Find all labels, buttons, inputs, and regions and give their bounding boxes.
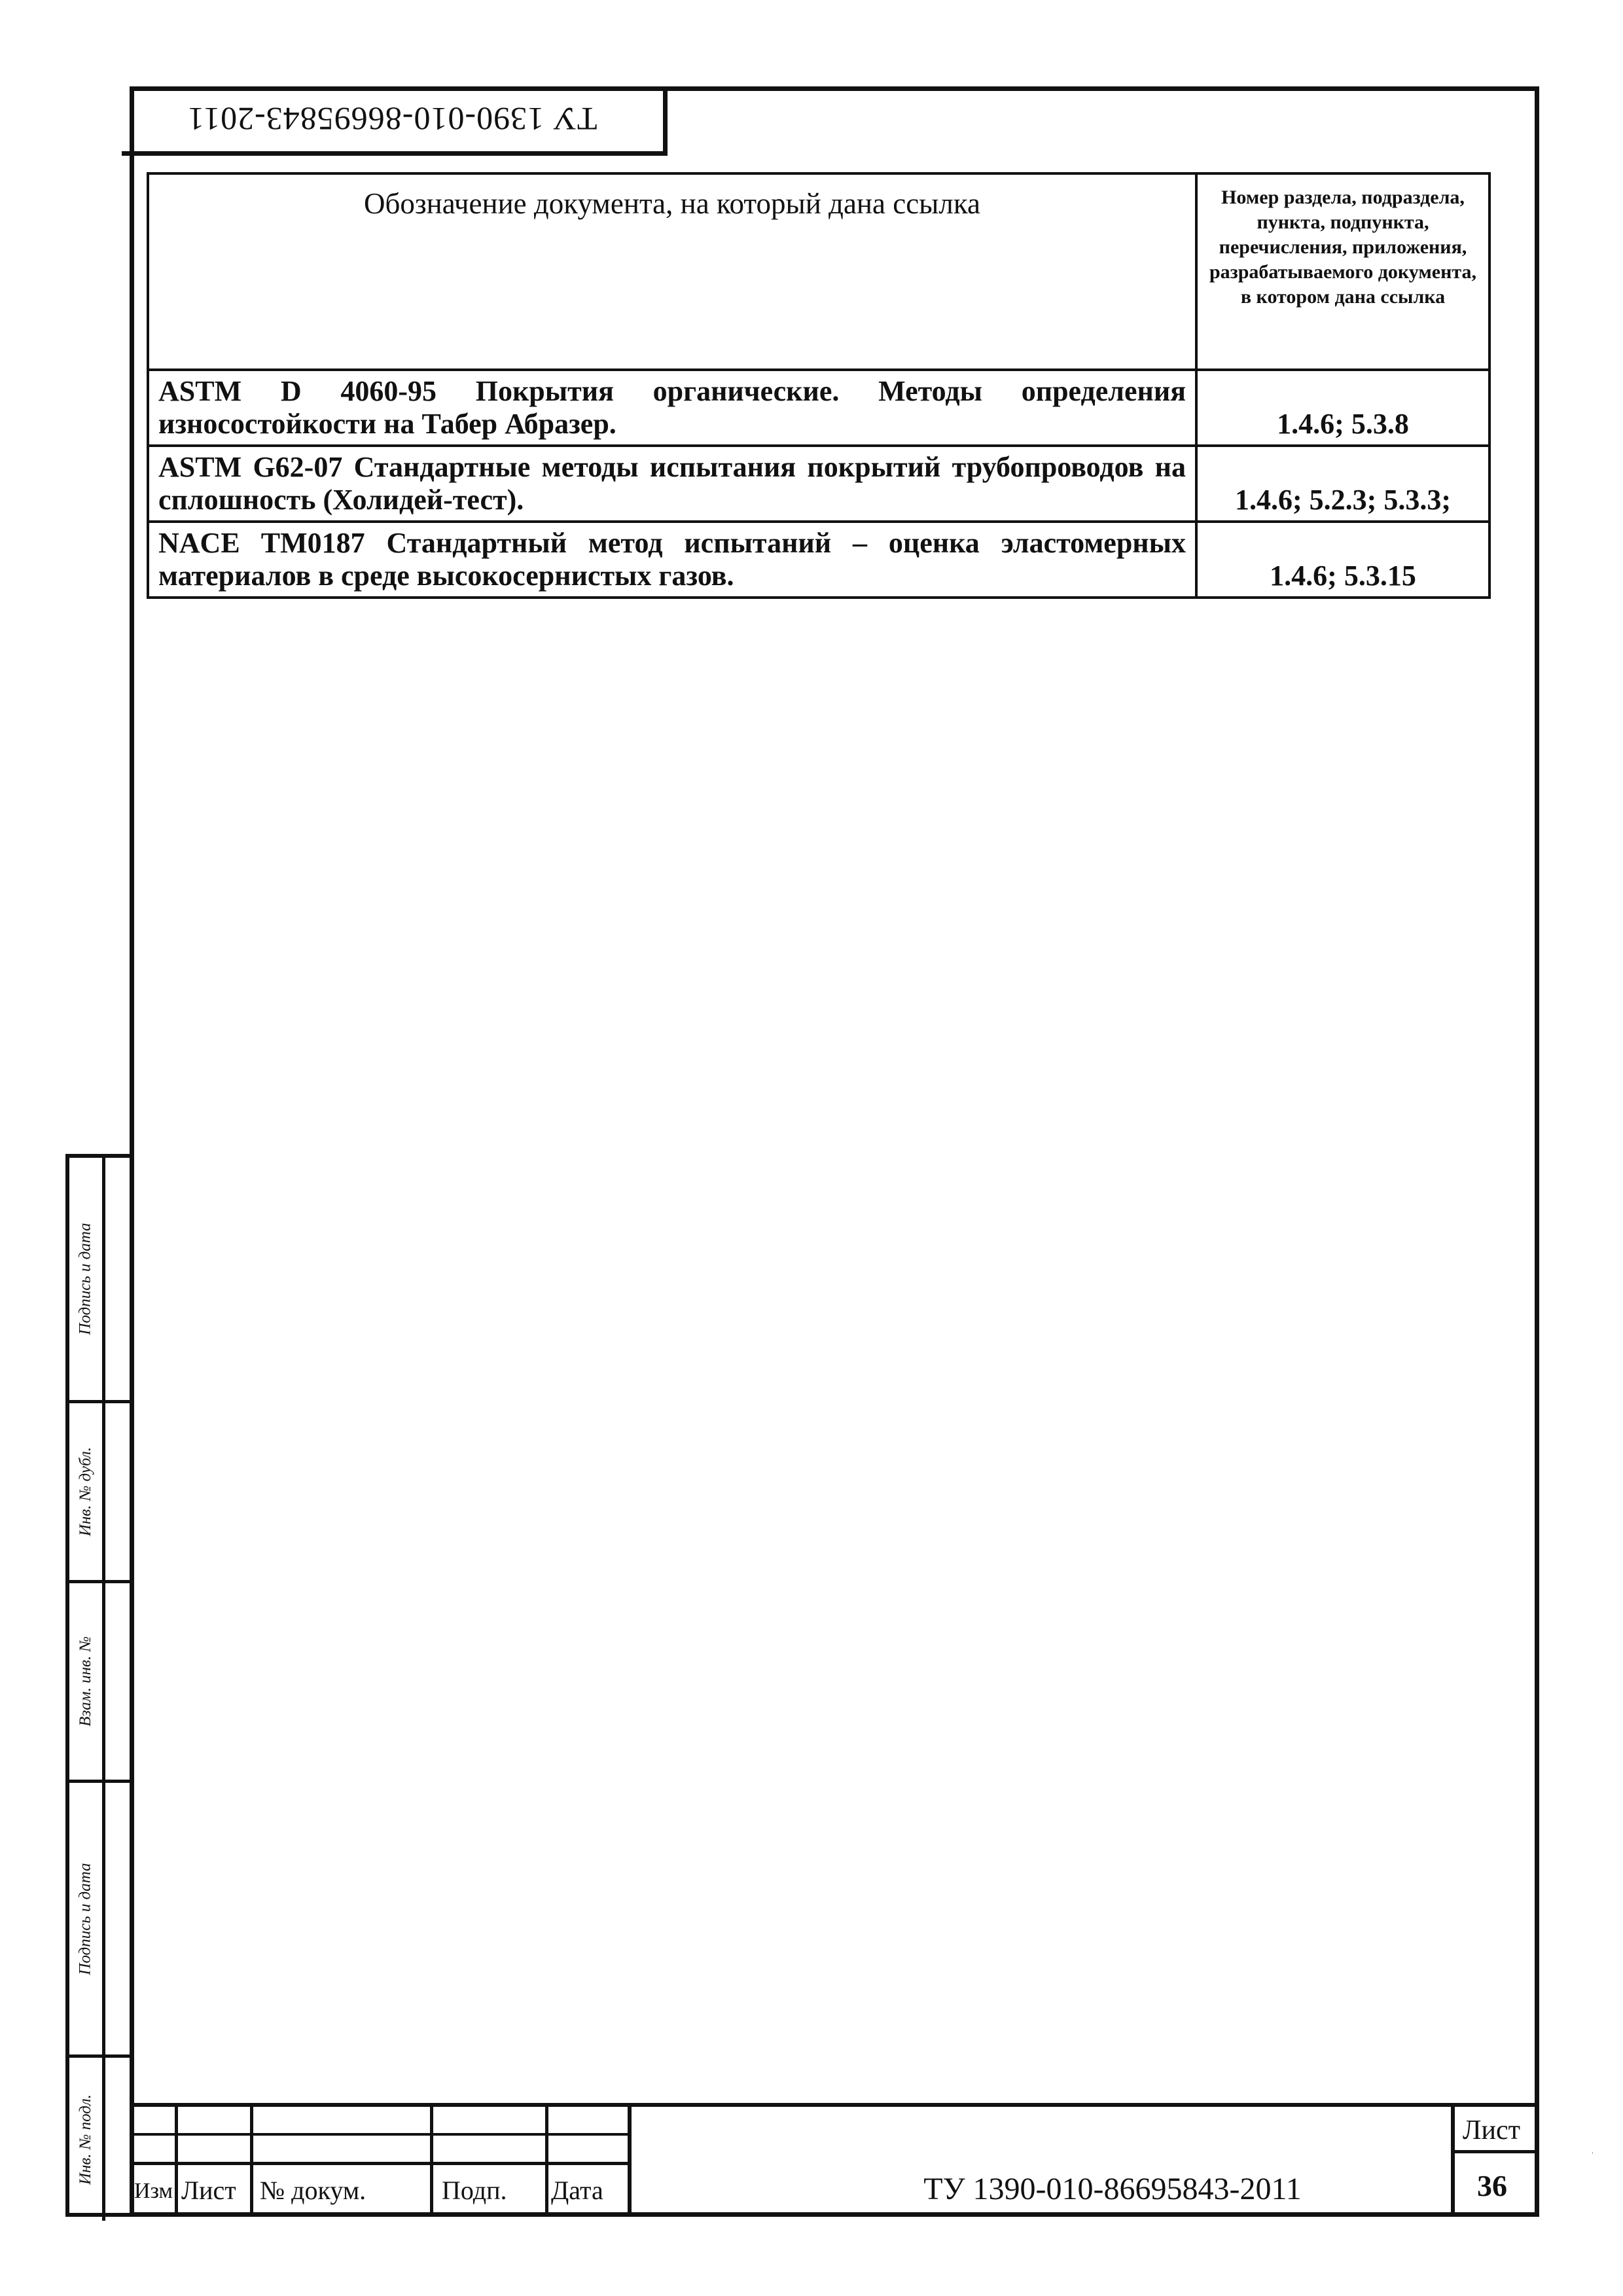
side-label: Взам. инв. № (77, 1636, 94, 1727)
header-section-number: Номер раздела, подраздела, пункта, подпункта, перечисления, приложения, разрабатываемого документа, в котором дана ссылка (1196, 173, 1489, 370)
header-document: Обозначение документа, на который дана ссылка (148, 173, 1196, 370)
title-block (134, 2103, 1539, 2217)
document-designation: ТУ 1390-010-86695843-2011 (923, 2172, 1302, 2206)
reference-sections: 1.4.6; 5.2.3; 5.3.3; (1196, 446, 1489, 522)
side-label: Подпись и дата (77, 1223, 95, 1335)
col-signature: Подп. (442, 2176, 507, 2205)
rotated-document-stamp (122, 86, 668, 156)
stamp-code: ТУ 1390-010-86695843-2011 (187, 100, 597, 137)
col-izm: Изм (134, 2179, 173, 2203)
reference-sections: 1.4.6; 5.3.15 (1196, 522, 1489, 598)
reference-sections: 1.4.6; 5.3.8 (1196, 370, 1489, 446)
sheet-label: Лист (1463, 2115, 1520, 2145)
table-row (148, 370, 1489, 446)
side-cell (69, 1583, 134, 1783)
col-list: Лист (181, 2176, 236, 2205)
side-cell (69, 1158, 134, 1403)
sheet-number: 36 (1477, 2169, 1507, 2202)
reference-text: NACE TM0187 Стандартный метод испытаний – оценка эластомерных материалов в среде высокосернистых газов. (148, 522, 1196, 598)
side-label: Инв. № дубл. (77, 1446, 94, 1537)
col-date: Дата (551, 2176, 603, 2205)
side-cell (69, 2058, 134, 2221)
table-header-row (148, 173, 1489, 370)
reference-text: ASTM G62-07 Стандартные методы испытания покрытий трубопроводов на сплошность (Холидей-тест). (148, 446, 1196, 522)
references-table (147, 172, 1491, 599)
reference-text: ASTM D 4060-95 Покрытия органические. Методы определения износостойкости на Табер Абразер. (148, 370, 1196, 446)
side-label: Инв. № подл. (77, 2094, 95, 2185)
table-row (148, 446, 1489, 522)
side-cell (69, 1403, 134, 1583)
side-label: Подпись и дата (77, 1862, 95, 1975)
side-cell (69, 1783, 134, 2058)
binding-side-strip (65, 1154, 134, 2217)
col-doc-number: № докум. (260, 2176, 366, 2205)
table-row (148, 522, 1489, 598)
